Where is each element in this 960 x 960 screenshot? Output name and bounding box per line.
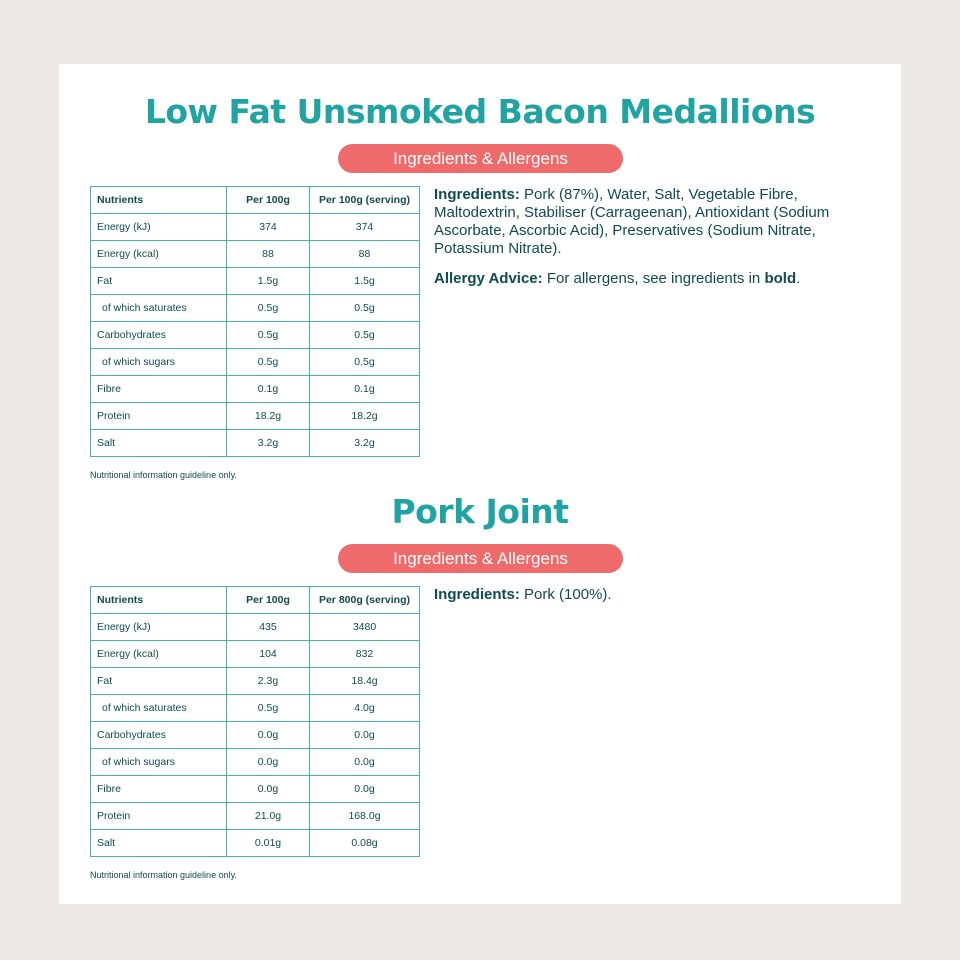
table-row — [91, 349, 420, 376]
table-row — [91, 241, 420, 268]
value-per-serving: 0.0g — [310, 722, 420, 749]
table-row — [91, 214, 420, 241]
ingredients-label: Ingredients: — [434, 586, 520, 603]
table-header-row — [91, 187, 420, 214]
ingredients-text: Pork (87%), Water, Salt, Vegetable Fibre, Maltodextrin, Stabiliser (Carrageenan), Antioxidant (Sodium Ascorbate, Ascorbic Acid), Preservatives (Sodium Nitrate, Potassium Nitrate). — [434, 186, 830, 257]
product-title: Low Fat Unsmoked Bacon Medallions — [144, 92, 816, 131]
value-per-100g: 0.1g — [227, 376, 310, 403]
ingredients-panel — [434, 586, 854, 616]
guideline-note: Nutritional information guideline only. — [90, 470, 237, 480]
table-row — [91, 403, 420, 430]
value-per-serving: 18.2g — [310, 403, 420, 430]
value-per-serving: 0.5g — [310, 295, 420, 322]
info-card — [59, 64, 901, 904]
allergy-bold-word: bold — [764, 270, 797, 287]
value-per-100g: 2.3g — [227, 668, 310, 695]
value-per-100g: 374 — [227, 214, 310, 241]
value-per-100g: 0.0g — [227, 776, 310, 803]
ingredients-label: Ingredients: — [434, 186, 520, 203]
table-row — [91, 295, 420, 322]
table-header-row — [91, 587, 420, 614]
value-per-serving: 374 — [310, 214, 420, 241]
nutrient-name: Energy (kcal) — [91, 241, 227, 268]
table-row — [91, 776, 420, 803]
nutrient-name: Fat — [91, 668, 227, 695]
nutrient-name: Fat — [91, 268, 227, 295]
header-per-100g: Per 100g — [227, 587, 310, 614]
header-nutrients: Nutrients — [91, 587, 227, 614]
value-per-serving: 0.5g — [310, 322, 420, 349]
nutrient-name: Energy (kJ) — [91, 214, 227, 241]
value-per-100g: 0.0g — [227, 722, 310, 749]
value-per-100g: 0.5g — [227, 349, 310, 376]
table-row — [91, 830, 420, 857]
value-per-serving: 0.1g — [310, 376, 420, 403]
header-per-serving: Per 800g (serving) — [310, 587, 420, 614]
ingredients-text: Pork (100%). — [519, 586, 612, 603]
value-per-100g: 104 — [227, 641, 310, 668]
nutrient-name: of which saturates — [91, 295, 227, 322]
value-per-serving: 0.0g — [310, 776, 420, 803]
product-title: Pork Joint — [391, 492, 569, 531]
allergy-label: Allergy Advice: — [434, 270, 543, 287]
nutrient-name: Protein — [91, 403, 227, 430]
value-per-100g: 21.0g — [227, 803, 310, 830]
value-per-100g: 18.2g — [227, 403, 310, 430]
ingredients-allergens-badge: Ingredients & Allergens — [338, 144, 623, 173]
value-per-100g: 88 — [227, 241, 310, 268]
nutrient-name: of which sugars — [91, 749, 227, 776]
value-per-100g: 3.2g — [227, 430, 310, 457]
allergy-end: . — [796, 270, 801, 287]
table-row — [91, 614, 420, 641]
product-section-bacon — [59, 90, 901, 480]
ingredients-paragraph — [434, 586, 854, 604]
header-per-serving: Per 100g (serving) — [310, 187, 420, 214]
ingredients-allergens-badge: Ingredients & Allergens — [338, 544, 623, 573]
nutrient-name: Carbohydrates — [91, 322, 227, 349]
value-per-100g: 0.01g — [227, 830, 310, 857]
value-per-100g: 0.5g — [227, 322, 310, 349]
nutrient-name: Fibre — [91, 376, 227, 403]
table-row — [91, 749, 420, 776]
table-row — [91, 803, 420, 830]
table-row — [91, 322, 420, 349]
table-row — [91, 641, 420, 668]
value-per-100g: 1.5g — [227, 268, 310, 295]
table-row — [91, 695, 420, 722]
value-per-serving: 0.08g — [310, 830, 420, 857]
value-per-serving: 1.5g — [310, 268, 420, 295]
nutrient-name: of which saturates — [91, 695, 227, 722]
value-per-serving: 4.0g — [310, 695, 420, 722]
value-per-serving: 3480 — [310, 614, 420, 641]
value-per-serving: 3.2g — [310, 430, 420, 457]
ingredients-paragraph — [434, 186, 854, 258]
nutrient-name: Protein — [91, 803, 227, 830]
nutrient-name: of which sugars — [91, 349, 227, 376]
allergy-text: For allergens, see ingredients in — [542, 270, 765, 287]
nutrient-name: Salt — [91, 830, 227, 857]
nutrient-name: Carbohydrates — [91, 722, 227, 749]
header-nutrients: Nutrients — [91, 187, 227, 214]
nutrient-name: Fibre — [91, 776, 227, 803]
product-section-pork-joint — [59, 490, 901, 880]
value-per-serving: 168.0g — [310, 803, 420, 830]
value-per-serving: 88 — [310, 241, 420, 268]
nutrient-name: Energy (kJ) — [91, 614, 227, 641]
nutrition-table — [90, 186, 420, 457]
nutrient-name: Energy (kcal) — [91, 641, 227, 668]
value-per-100g: 0.0g — [227, 749, 310, 776]
nutrition-table — [90, 586, 420, 857]
table-row — [91, 376, 420, 403]
guideline-note: Nutritional information guideline only. — [90, 870, 237, 880]
table-row — [91, 668, 420, 695]
value-per-serving: 832 — [310, 641, 420, 668]
value-per-100g: 435 — [227, 614, 310, 641]
table-row — [91, 722, 420, 749]
table-row — [91, 268, 420, 295]
nutrient-name: Salt — [91, 430, 227, 457]
value-per-100g: 0.5g — [227, 295, 310, 322]
allergy-paragraph — [434, 270, 854, 288]
header-per-100g: Per 100g — [227, 187, 310, 214]
table-row — [91, 430, 420, 457]
value-per-serving: 0.0g — [310, 749, 420, 776]
value-per-serving: 18.4g — [310, 668, 420, 695]
value-per-serving: 0.5g — [310, 349, 420, 376]
ingredients-panel — [434, 186, 854, 300]
value-per-100g: 0.5g — [227, 695, 310, 722]
